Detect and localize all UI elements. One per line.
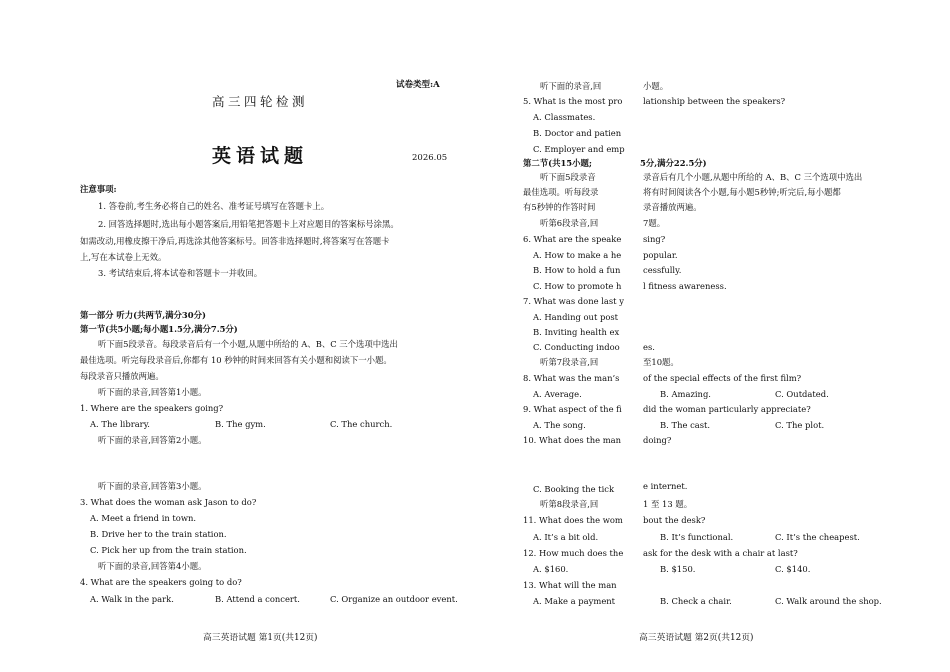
option-12c: C. $140. [775, 564, 811, 574]
option-11c: C. It’s the cheapest. [775, 532, 860, 542]
section2-title-tail: 5分,满分22.5分) [640, 158, 707, 168]
option-13b: B. Check a chair. [660, 596, 732, 606]
notice-3: 3. 考试结束后,将本试卷和答题卡一并收回。 [98, 268, 263, 278]
notice-2-cont: 如需改动,用橡皮擦干净后,再选涂其他答案标号。回答非选择题时,将答案写在答题卡 [80, 236, 390, 246]
question-12: 12. How much does the [523, 548, 624, 558]
question-10-tail: doing? [643, 435, 672, 445]
option-13c: C. Walk around the shop. [775, 596, 882, 606]
option-13a: A. Make a payment [533, 596, 616, 606]
notice-2-end: 上,写在本试卷上无效。 [80, 252, 167, 262]
option-10b-tail: e internet. [643, 481, 688, 491]
option-5b: B. Doctor and patien [533, 128, 622, 138]
section1-intro-cont: 最佳选项。听完每段录音后,你都有 10 秒钟的时间来回答有关小题和阅读下一小题。 [80, 355, 392, 365]
section2-intro-tail: 录音播放两遍。 [643, 202, 702, 212]
option-1b: B. The gym. [215, 419, 266, 429]
question-12-tail: ask for the desk with a chair at last? [643, 548, 798, 558]
option-9b: B. The cast. [660, 420, 711, 430]
question-5-tail: lationship between the speakers? [643, 96, 786, 106]
listen-instruction-tail: 至10题。 [643, 357, 679, 367]
listen-instruction: 听下面的录音,回答第1小题。 [98, 387, 207, 397]
option-9a: A. The song. [533, 420, 586, 430]
listen-instruction: 听下面的录音,回答第4小题。 [98, 561, 207, 571]
option-4c: C. Organize an outdoor event. [330, 594, 458, 604]
option-5a: A. Classmates. [533, 112, 596, 122]
listen-instruction: 听下面的录音,回答第2小题。 [98, 435, 207, 445]
question-6-tail: sing? [643, 234, 666, 244]
section2-intro: 有5秒钟的作答时间 [523, 202, 596, 212]
option-3a: A. Meet a friend in town. [90, 513, 197, 523]
listen-instruction: 听第7段录音,回 [540, 357, 599, 367]
page-footer: 高三英语试题 第1页(共12页) [203, 633, 318, 643]
option-1a: A. The library. [90, 419, 150, 429]
option-7b: B. Inviting health ex [533, 327, 620, 337]
option-3b: B. Drive her to the train station. [90, 529, 227, 539]
option-9c: C. The plot. [775, 420, 825, 430]
listen-instruction-tail: 小题。 [643, 81, 669, 91]
question-11-tail: bout the desk? [643, 515, 706, 525]
option-8a: A. Average. [533, 389, 582, 399]
question-8: 8. What was the man’s [523, 373, 620, 383]
exam-name: 高三四轮检测 [212, 94, 309, 109]
question-7: 7. What was done last y [523, 296, 624, 306]
option-6a-tail: popular. [643, 250, 678, 260]
question-6: 6. What are the speake [523, 234, 622, 244]
option-6c: C. How to promote h [533, 281, 622, 291]
option-12b: B. $150. [660, 564, 696, 574]
section1-intro-end: 每段录音只播放两遍。 [80, 371, 164, 381]
option-6b-tail: cessfully. [643, 265, 682, 275]
listen-instruction-tail: 7题。 [643, 218, 666, 228]
section2-title: 第二节(共15小题; [523, 158, 592, 168]
option-4a: A. Walk in the park. [90, 594, 174, 604]
notice-1: 1. 答卷前,考生务必将自己的姓名、准考证号填写在答题卡上。 [98, 201, 330, 211]
question-4: 4. What are the speakers going to do? [80, 577, 242, 587]
listen-instruction: 听第8段录音,回 [540, 499, 599, 509]
option-3c: C. Pick her up from the train station. [90, 545, 247, 555]
option-7c-tail: es. [643, 342, 655, 352]
question-11: 11. What does the wom [523, 515, 623, 525]
section2-intro: 听下面5段录音 [540, 172, 596, 182]
paper-type: 试卷类型:A [396, 80, 440, 90]
question-9: 9. What aspect of the fi [523, 404, 622, 414]
section2-intro: 最佳选项。听每段录 [523, 187, 599, 197]
question-5: 5. What is the most pro [523, 96, 623, 106]
question-13: 13. What will the man [523, 580, 617, 590]
option-10c: C. Booking the tick [533, 484, 615, 494]
subject-title: 英语试题 [212, 145, 309, 167]
section2-intro-tail: 录音后有几个小题,从题中所给的 A、B、C 三个选项中选出 [643, 172, 863, 182]
exam-date: 2026.05 [412, 153, 448, 163]
question-8-tail: of the special effects of the first film? [643, 373, 802, 383]
part1-title: 第一部分 听力(共两节,满分30分) [80, 310, 206, 320]
option-6c-tail: l fitness awareness. [643, 281, 727, 291]
notice-title: 注意事项: [80, 184, 117, 194]
option-6b: B. How to hold a fun [533, 265, 621, 275]
option-6a: A. How to make a he [533, 250, 622, 260]
option-11a: A. It’s a bit old. [533, 532, 599, 542]
option-1c: C. The church. [330, 419, 393, 429]
question-3: 3. What does the woman ask Jason to do? [80, 497, 257, 507]
section1-title: 第一节(共5小题;每小题1.5分,满分7.5分) [80, 324, 238, 334]
option-4b: B. Attend a concert. [215, 594, 300, 604]
listen-instruction: 听下面的录音,回答第3小题。 [98, 481, 207, 491]
question-9-tail: did the woman particularly appreciate? [643, 404, 811, 414]
option-11b: B. It’s functional. [660, 532, 734, 542]
listen-instruction: 听第6段录音,回 [540, 218, 599, 228]
page-footer: 高三英语试题 第2页(共12页) [639, 633, 754, 643]
listen-instruction: 听下面的录音,回 [540, 81, 602, 91]
listen-instruction-tail: 1 至 13 题。 [643, 499, 693, 509]
notice-2: 2. 回答选择题时,选出每小题答案后,用铅笔把答题卡上对应题目的答案标号涂黑。 [98, 219, 399, 229]
option-7a: A. Handing out post [533, 312, 619, 322]
question-10: 10. What does the man [523, 435, 622, 445]
option-8c: C. Outdated. [775, 389, 829, 399]
section1-intro: 听下面5段录音。每段录音后有一个小题,从题中所给的 A、B、C 三个选项中选出 [98, 339, 398, 349]
option-5c: C. Employer and emp [533, 144, 625, 154]
option-7c: C. Conducting indoo [533, 342, 620, 352]
question-1: 1. Where are the speakers going? [80, 403, 224, 413]
section2-intro-tail: 将有时间阅读各个小题,每小题5秒钟;听完后,每小题都 [643, 187, 841, 197]
option-12a: A. $160. [533, 564, 569, 574]
option-8b: B. Amazing. [660, 389, 711, 399]
